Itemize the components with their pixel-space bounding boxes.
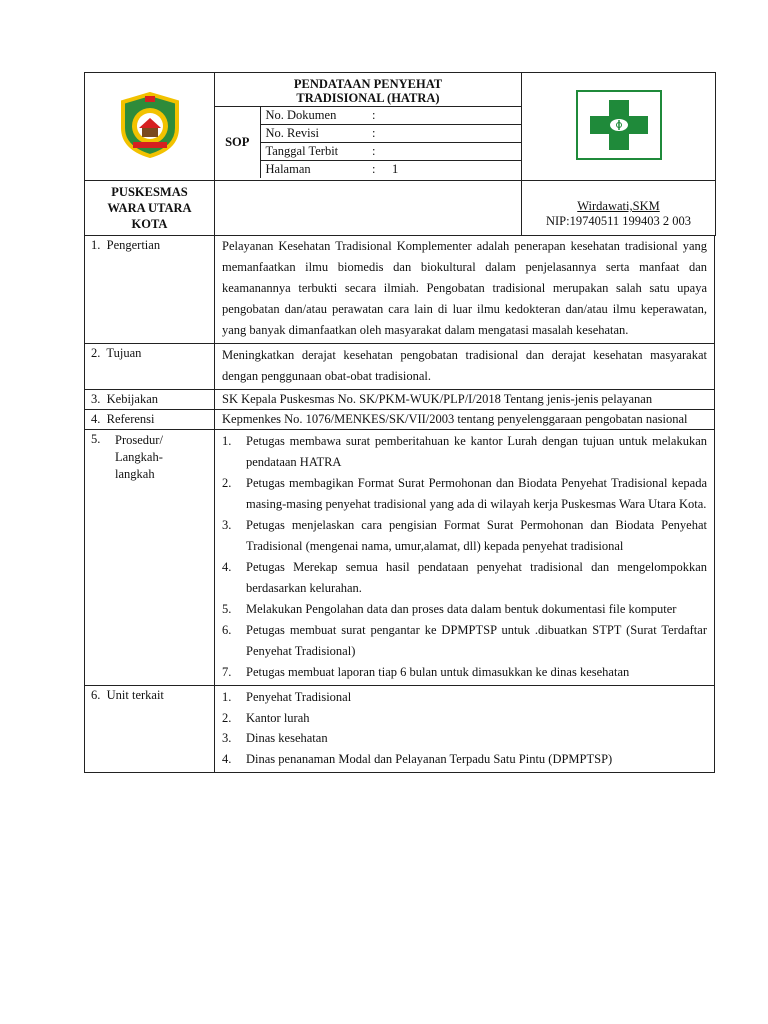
step-text: Petugas Merekap semua hasil pendataan penyehat tradisional dan mengelompokkan berdasarkan kelurahan. (246, 560, 707, 595)
step-text: Petugas membawa surat pemberitahuan ke kantor Lurah dengan tujuan untuk melakukan pendataan HATRA (246, 434, 707, 469)
meta-label-no-dokumen: No. Dokumen (265, 108, 337, 122)
step-text: Petugas membuat laporan tiap 6 bulan untuk dimasukkan ke dinas kesehatan (246, 665, 630, 679)
list-item (217, 431, 707, 473)
meta-sep: : (372, 108, 376, 122)
meta-sep: : (372, 143, 392, 161)
sop-body-table (84, 235, 715, 773)
section-label-line-1: Prosedur/ (115, 433, 163, 447)
label-kebijakan (85, 390, 215, 410)
content-unit-terkait (215, 686, 715, 773)
section-number: 1. (91, 238, 101, 252)
meta-label-tanggal-terbit: Tanggal Terbit (260, 143, 372, 161)
label-prosedur (85, 430, 215, 686)
section-label: Kebijakan (106, 392, 158, 406)
section-number: 2. (91, 346, 101, 360)
step-number: 2. (222, 476, 232, 490)
content-tujuan: Meningkatkan derajat kesehatan pengobatan tradisional dan derajat kesehatan masyarakat dengan penggunaan obat-obat tradisional. (215, 344, 715, 390)
meta-value-no-dokumen (392, 107, 521, 125)
list-item (217, 687, 707, 708)
section-label: Pengertian (106, 238, 161, 252)
content-kebijakan: SK Kepala Puskesmas No. SK/PKM-WUK/PLP/I/2018 Tentang jenis-jenis pelayanan (215, 390, 715, 410)
document-meta (215, 107, 521, 178)
unit-number: 2. (222, 710, 232, 725)
puskesmas-name (85, 181, 215, 236)
step-text: Melakukan Pengolahan data dan proses data dalam bentuk dokumentasi file komputer (246, 602, 677, 616)
palopo-city-emblem-icon (113, 92, 187, 158)
step-number: 5. (222, 602, 232, 616)
meta-value-tanggal-terbit (392, 143, 521, 161)
section-label: Unit terkait (106, 688, 164, 702)
meta-label-no-revisi: No. Revisi (260, 125, 372, 143)
content-referensi: Kepmenkes No. 1076/MENKES/SK/VII/2003 tentang penyelenggaraan pengobatan nasional (215, 410, 715, 430)
section-label: Tujuan (106, 346, 142, 360)
signature-block (522, 181, 716, 236)
empty-cell (215, 181, 522, 236)
meta-label-halaman: Halaman (260, 161, 372, 179)
meta-sep: : (372, 125, 392, 143)
step-number: 4. (222, 560, 232, 574)
section-label: Referensi (106, 412, 155, 426)
step-number: 6. (222, 623, 232, 637)
step-number: 3. (222, 518, 232, 532)
step-number: 7. (222, 665, 232, 679)
unit-number: 3. (222, 731, 232, 745)
step-text: Petugas membuat surat pengantar ke DPMPTSP untuk .dibuatkan STPT (Surat Terdaftar Penyehat Tradisional) (246, 623, 707, 658)
list-item (217, 557, 707, 599)
step-number: 1. (222, 434, 232, 448)
list-item (217, 473, 707, 515)
unit-text: Dinas penanaman Modal dan Pelayanan Terpadu Satu Pintu (DPMPTSP) (246, 751, 613, 766)
right-logo-cell (522, 73, 716, 181)
list-item (217, 515, 707, 557)
sop-header-table (84, 72, 716, 236)
label-unit-terkait (85, 686, 215, 773)
content-pengertian: Pelayanan Kesehatan Tradisional Komplementer adalah penerapan kesehatan tradisional yang memanfaatkan ilmu biomedis dan biokultural dalam penjelasannya serta manfaat dan keamanannya terbukti secara ilmiah. Pengobatan tradisional merupakan salah satu upaya pengobatan dan/atau perawatan cara lain di luar ilmu kedokteran dan/atau ilmu keperawatan, yang banyak dimanfaatkan oleh masyarakat dalam mengatasi masalah kesehatan. (215, 236, 715, 344)
meta-value-no-revisi (392, 125, 521, 143)
row-kebijakan (85, 390, 715, 410)
unit-number: 4. (222, 751, 232, 766)
label-pengertian (85, 236, 215, 344)
sop-label: SOP (215, 107, 260, 178)
row-tujuan (85, 344, 715, 390)
section-number: 6. (91, 688, 101, 702)
unit-text: Kantor lurah (246, 710, 310, 725)
title-line-1: PENDATAAN PENYEHAT (293, 77, 443, 91)
section-number: 4. (91, 412, 101, 426)
signer-nip: NIP:19740511 199403 2 003 (545, 214, 692, 228)
list-item (217, 708, 707, 729)
title-line-2: TRADISIONAL (HATRA) (296, 91, 440, 105)
puskesmas-line-3: KOTA (131, 217, 168, 231)
unit-text: Penyehat Tradisional (246, 690, 352, 704)
document-title (215, 75, 521, 107)
list-item (217, 728, 707, 749)
label-tujuan (85, 344, 215, 390)
label-referensi (85, 410, 215, 430)
list-item (217, 749, 707, 770)
row-pengertian (85, 236, 715, 344)
signer-name: Wirdawati,SKM (577, 199, 660, 213)
title-and-meta-cell (215, 73, 522, 181)
procedure-steps (217, 431, 707, 683)
meta-value-halaman: 1 (392, 161, 521, 179)
unit-text: Dinas kesehatan (246, 731, 328, 745)
puskesmas-green-cross-icon (576, 90, 662, 160)
related-units (217, 687, 707, 769)
row-referensi (85, 410, 715, 430)
left-logo-cell (85, 73, 215, 181)
meta-sep: : (372, 161, 392, 179)
list-item (217, 599, 707, 620)
section-number: 3. (91, 392, 101, 406)
sop-document (84, 72, 715, 773)
puskesmas-line-1: PUSKESMAS (111, 185, 188, 199)
step-text: Petugas menjelaskan cara pengisian Format Surat Permohonan dan Biodata Penyehat Tradisional (mengenai nama, umur,alamat, dll) kepada penyehat tradisional (246, 518, 707, 553)
row-unit-terkait (85, 686, 715, 773)
section-number: 5. (91, 432, 101, 446)
row-prosedur (85, 430, 715, 686)
section-label-line-2: Langkah- (115, 450, 163, 464)
list-item (217, 662, 707, 683)
unit-number: 1. (222, 690, 232, 704)
section-label-line-3: langkah (115, 467, 155, 481)
content-prosedur (215, 430, 715, 686)
step-text: Petugas membagikan Format Surat Permohonan dan Biodata Penyehat Tradisional kepada masing-masing penyehat tradisional yang ada di wilayah kerja Puskesmas Wara Utara Kota. (246, 476, 707, 511)
list-item (217, 620, 707, 662)
puskesmas-line-2: WARA UTARA (107, 201, 192, 215)
